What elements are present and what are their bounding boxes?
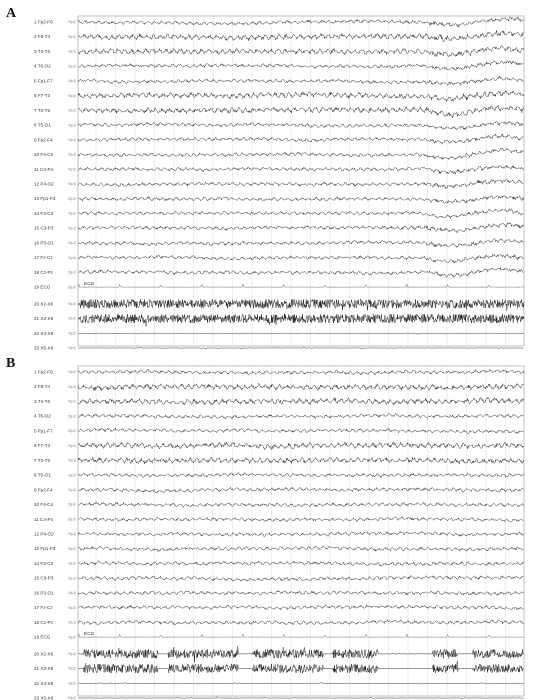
- channel-row: [34, 646, 524, 662]
- channel-row: [34, 61, 524, 71]
- scale-label: 50µV: [68, 414, 76, 419]
- channel-row: [34, 148, 524, 160]
- channel-label: 14 F3-C3: [34, 560, 54, 566]
- channel-row: [34, 383, 524, 390]
- channel-trace: [78, 61, 524, 71]
- scale-label: 50µV: [68, 167, 76, 172]
- channel-label: 20 X2-X6: [34, 651, 54, 657]
- scale-label: 50µV: [68, 152, 76, 157]
- channel-label: 1 Fp2-F8: [34, 19, 53, 25]
- channel-label: 21 X3-X9: [34, 316, 54, 322]
- scale-label: 50µV: [68, 443, 76, 448]
- scale-label: 50µV: [68, 226, 76, 231]
- channel-trace: [78, 347, 524, 349]
- scale-label: 50µV: [68, 681, 76, 686]
- channel-trace: [78, 605, 524, 610]
- channel-trace: [78, 620, 524, 625]
- channel-row: [34, 576, 524, 582]
- channel-trace: [78, 105, 524, 118]
- channel-row: [34, 179, 524, 188]
- scale-label: 50µV: [68, 620, 76, 625]
- scale-label: 50µV: [68, 316, 76, 321]
- eeg-panel-b: [10, 364, 528, 698]
- channel-row: [34, 91, 524, 102]
- channel-row: [34, 46, 524, 57]
- channel-trace: [78, 457, 524, 464]
- scale-label: 50µV: [68, 302, 76, 307]
- eeg-trace-area-b: [10, 364, 528, 698]
- scale-label: 50µV: [68, 473, 76, 478]
- channel-row: [34, 531, 524, 536]
- scale-label: 50µV: [68, 429, 76, 434]
- channel-row: [34, 561, 524, 567]
- channel-label: 17 Fz-Cz: [34, 605, 53, 611]
- channel-trace: [78, 267, 524, 277]
- channel-trace: [78, 487, 524, 493]
- channel-trace: [78, 91, 524, 102]
- ecg-label: ECG: [84, 632, 95, 638]
- channel-label: 19 ECG: [34, 284, 51, 290]
- scale-label: 50µV: [68, 64, 76, 69]
- scale-label: 50µV: [68, 517, 76, 522]
- channel-trace: [78, 223, 524, 233]
- scale-label: 50µV: [68, 605, 76, 610]
- channel-row: [34, 105, 524, 118]
- channel-label: 9 Fp2-F4: [34, 137, 53, 143]
- channel-trace: [78, 179, 524, 188]
- channel-row: [34, 517, 524, 523]
- channel-trace: [78, 473, 524, 478]
- channel-row: [34, 314, 524, 327]
- scale-label: 50µV: [68, 576, 76, 581]
- channel-row: [34, 620, 524, 625]
- channel-row: [34, 121, 524, 129]
- scale-label: 50µV: [68, 241, 76, 246]
- channel-trace: [78, 546, 524, 552]
- channel-label: 7 T3-T5: [34, 457, 50, 463]
- scale-label: 50µV: [68, 370, 76, 375]
- channel-label: 9 Fp2-F4: [34, 487, 53, 493]
- scale-label: 50µV: [68, 591, 76, 596]
- scale-label: 50µV: [68, 182, 76, 187]
- scale-label: 50µV: [68, 546, 76, 551]
- channel-label: 6 F7-T3: [34, 93, 51, 99]
- scale-label: 50µV: [68, 331, 76, 336]
- channel-row: [34, 134, 524, 144]
- scale-label: 50µV: [68, 488, 76, 493]
- scale-label: 50µV: [68, 502, 76, 507]
- channel-row: [34, 681, 524, 686]
- channel-row: [34, 299, 524, 311]
- panel-b-letter: B: [6, 356, 16, 371]
- channel-trace: [78, 239, 524, 248]
- ecg-label: ECG: [84, 282, 95, 288]
- channel-row: [34, 267, 524, 277]
- channel-label: 13 Fp1-F3: [34, 196, 56, 202]
- emg-trace: [78, 646, 524, 662]
- channel-row: [34, 473, 524, 478]
- channel-row: [34, 397, 524, 405]
- channel-label: 8 T5-O1: [34, 122, 51, 128]
- channel-row: [34, 254, 524, 263]
- emg-trace: [78, 299, 524, 311]
- channel-row: [34, 590, 524, 595]
- channel-row: [34, 502, 524, 507]
- channel-row: [34, 487, 524, 493]
- panel-a-letter: A: [6, 6, 17, 21]
- channel-label: 20 X2-X6: [34, 301, 54, 307]
- scale-label: 50µV: [68, 384, 76, 389]
- scale-label: 50µV: [68, 652, 76, 657]
- channel-label: 6 F7-T3: [34, 443, 51, 449]
- channel-trace: [78, 517, 524, 523]
- scale-label: 50µV: [68, 666, 76, 671]
- channel-trace: [78, 413, 524, 418]
- eeg-trace-area-a: [10, 14, 528, 351]
- time-gridlines: [96, 16, 506, 346]
- channel-trace: [78, 134, 524, 144]
- channel-label: 5 Fp1-F7: [34, 428, 53, 434]
- scale-label: 50µV: [68, 34, 76, 39]
- channel-label: 23 X5-X9: [34, 345, 54, 351]
- channel-row: [34, 661, 524, 673]
- emg-trace: [78, 661, 524, 673]
- channel-row: [34, 209, 524, 219]
- scale-label: 50µV: [68, 93, 76, 98]
- channel-trace: [78, 165, 524, 174]
- channel-row: [34, 442, 524, 450]
- channel-label: 3 T4-T6: [34, 398, 50, 404]
- channel-label: 12 P4-O2: [34, 181, 54, 187]
- scale-label: 50µV: [68, 532, 76, 537]
- channel-row: [34, 369, 524, 375]
- channel-label: 15 C3-P3: [34, 575, 54, 581]
- channel-row: [34, 76, 524, 85]
- scale-label: 50µV: [68, 270, 76, 275]
- channel-row: [34, 281, 524, 290]
- channel-label: 10 F4-C4: [34, 502, 54, 508]
- eeg-panel-a: [10, 14, 528, 351]
- channel-trace: [78, 591, 524, 596]
- channel-trace: [78, 697, 524, 699]
- channel-label: 4 T6-O2: [34, 63, 51, 69]
- scale-label: 50µV: [68, 346, 76, 351]
- channel-trace: [78, 369, 524, 375]
- channel-label: 11 C4-P4: [34, 166, 54, 172]
- channel-trace: [78, 196, 524, 204]
- channel-trace: [78, 148, 524, 160]
- channel-trace: [78, 428, 524, 434]
- channel-label: 22 X4-X9: [34, 330, 54, 336]
- channel-trace: [78, 561, 524, 567]
- channel-label: 16 P3-O1: [34, 590, 54, 596]
- channel-label: 21 X3-X9: [34, 666, 54, 672]
- channel-label: 8 T5-O1: [34, 472, 51, 478]
- channel-label: 13 Fp1-F3: [34, 546, 56, 552]
- ecg-trace: [78, 634, 524, 637]
- channel-label: 18 Cz-Pz: [34, 619, 53, 625]
- channel-row: [34, 165, 524, 174]
- channel-trace: [78, 30, 524, 42]
- ecg-trace: [78, 284, 524, 287]
- channel-label: 16 P3-O1: [34, 240, 54, 246]
- channel-label: 2 F8-T4: [34, 384, 51, 390]
- channel-row: [34, 331, 524, 336]
- channel-trace: [78, 383, 524, 390]
- scale-label: 50µV: [68, 79, 76, 84]
- channel-row: [34, 239, 524, 248]
- channel-trace: [78, 121, 524, 129]
- channel-trace: [78, 682, 524, 684]
- channel-trace: [78, 576, 524, 582]
- channel-label: 1 Fp2-F8: [34, 369, 53, 375]
- channel-row: [34, 546, 524, 552]
- channel-row: [34, 223, 524, 233]
- channel-label: 10 F4-C4: [34, 152, 54, 158]
- channel-label: 17 Fz-Cz: [34, 255, 53, 261]
- channel-row: [34, 413, 524, 418]
- channel-label: 15 C3-P3: [34, 225, 54, 231]
- channel-row: [34, 631, 524, 640]
- channel-trace: [78, 76, 524, 85]
- channel-label: 12 P4-O2: [34, 531, 54, 537]
- scale-label: 50µV: [68, 285, 76, 290]
- scale-label: 50µV: [68, 635, 76, 640]
- channel-label: 18 Cz-Pz: [34, 269, 53, 275]
- channel-label: 4 T6-O2: [34, 413, 51, 419]
- scale-label: 50µV: [68, 49, 76, 54]
- channel-trace: [78, 333, 524, 335]
- channel-trace: [78, 17, 524, 27]
- scale-label: 50µV: [68, 138, 76, 143]
- scale-label: 50µV: [68, 255, 76, 260]
- emg-trace: [78, 314, 524, 327]
- channel-label: 23 X5-X9: [34, 695, 54, 700]
- channel-row: [34, 457, 524, 464]
- scale-label: 50µV: [68, 458, 76, 463]
- channel-trace: [78, 442, 524, 450]
- channel-trace: [78, 209, 524, 219]
- channel-trace: [78, 502, 524, 507]
- channel-label: 2 F8-T4: [34, 34, 51, 40]
- channel-label: 19 ECG: [34, 634, 51, 640]
- channel-row: [34, 605, 524, 610]
- scale-label: 50µV: [68, 196, 76, 201]
- channel-label: 11 C4-P4: [34, 516, 54, 522]
- scale-label: 50µV: [68, 561, 76, 566]
- channel-label: 7 T3-T5: [34, 107, 50, 113]
- scale-label: 50µV: [68, 123, 76, 128]
- channel-row: [34, 428, 524, 434]
- scale-label: 50µV: [68, 108, 76, 113]
- channel-label: 22 X4-X9: [34, 680, 54, 686]
- scale-label: 50µV: [68, 211, 76, 216]
- scale-label: 50µV: [68, 696, 76, 700]
- scale-label: 50µV: [68, 399, 76, 404]
- channel-label: 3 T4-T6: [34, 48, 50, 54]
- channel-trace: [78, 46, 524, 57]
- channel-trace: [78, 254, 524, 263]
- channel-row: [34, 196, 524, 204]
- channel-row: [34, 30, 524, 42]
- channel-label: 5 Fp1-F7: [34, 78, 53, 84]
- channel-label: 14 F3-C3: [34, 210, 54, 216]
- channel-trace: [78, 531, 524, 536]
- channel-row: [34, 17, 524, 27]
- scale-label: 50µV: [68, 20, 76, 25]
- channel-trace: [78, 397, 524, 405]
